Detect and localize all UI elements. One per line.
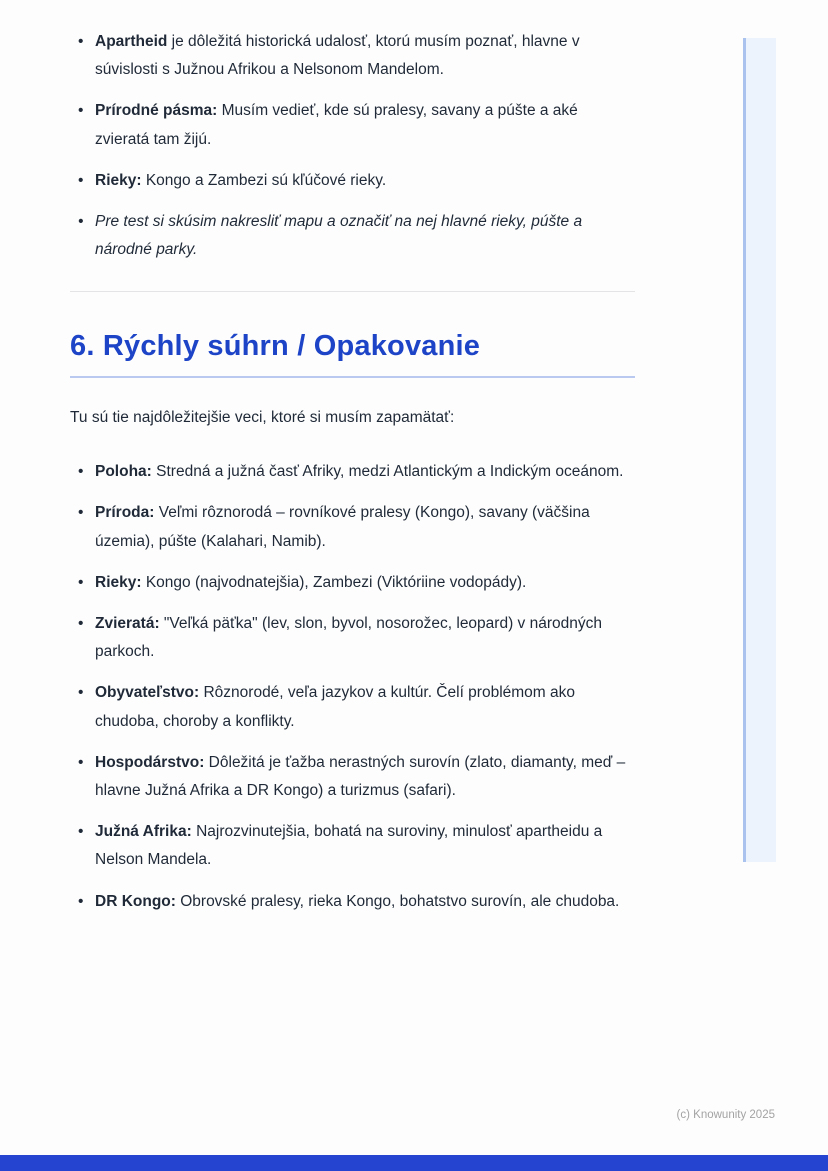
list-item-lead: Poloha: (95, 463, 152, 481)
list-item (95, 499, 635, 555)
summary-list (70, 458, 635, 916)
list-item (95, 208, 635, 264)
list-item-lead: Rieky: (95, 573, 142, 591)
section-divider (70, 291, 635, 292)
list-item (95, 569, 635, 597)
list-item-text: Obrovské pralesy, rieka Kongo, bohatstvo surovín, ale chudoba. (175, 892, 620, 910)
list-item-text: Rôznorodé, veľa jazykov a kultúr. Čelí problémom ako chudoba, choroby a konflikty. (95, 684, 576, 730)
list-item (95, 167, 635, 195)
list-item-text: Musím vedieť, kde sú pralesy, savany a púšte a aké zvieratá tam žijú. (95, 102, 578, 148)
list-item (95, 749, 635, 805)
notes-list-previous-section (70, 28, 635, 264)
list-item-lead: Južná Afrika: (95, 823, 192, 841)
list-item-lead: Hospodárstvo: (95, 753, 205, 771)
list-item (95, 97, 635, 153)
list-item-lead: Apartheid (95, 33, 168, 50)
list-item-text: Kongo (najvodnatejšia), Zambezi (Viktóriine vodopády). (141, 573, 527, 591)
page-content (70, 28, 635, 929)
list-item-text: "Veľká päťka" (lev, slon, byvol, nosorožec, leopard) v národných parkoch. (95, 615, 602, 661)
list-item (95, 679, 635, 735)
list-item-text: Dôležitá je ťažba nerastných surovín (zlato, diamanty, meď – hlavne Južná Afrika a DR Kongo) a turizmus (safari). (95, 753, 626, 800)
list-item-lead: Zvieratá: (95, 615, 160, 633)
list-item-lead: Príroda: (95, 504, 155, 522)
bottom-accent-bar (0, 1155, 828, 1171)
list-item-text: Pre test si skúsim nakresliť mapu a označiť na nej hlavné rieky, púšte a národné parky. (95, 213, 583, 259)
list-item-lead: DR Kongo: (95, 892, 176, 910)
intro-paragraph: Tu sú tie najdôležitejšie veci, ktoré si musím zapamätať: (70, 409, 455, 427)
list-item (95, 818, 635, 874)
list-item-text: Stredná a južná časť Afriky, medzi Atlantickým a Indickým oceánom. (151, 463, 624, 481)
list-item (95, 610, 635, 666)
right-edge-strip (743, 38, 776, 862)
list-item-text: Najrozvinutejšia, bohatá na suroviny, minulosť apartheidu a Nelson Mandela. (95, 823, 603, 869)
list-item-text: Veľmi rôznorodá – rovníkové pralesy (Kongo), savany (väčšina územia), púšte (Kalahari, Namib). (95, 504, 590, 550)
list-item-text: Kongo a Zambezi sú kľúčové rieky. (141, 171, 387, 189)
list-item-text: je dôležitá historická udalosť, ktorú musím poznať, hlavne v súvislosti s Južnou Afrikou a Nelsonom Mandelom. (95, 33, 580, 79)
list-item (95, 28, 635, 84)
list-item (95, 888, 635, 916)
list-item-lead: Obyvateľstvo: (95, 684, 200, 702)
footer-credit: (c) Knowunity 2025 (676, 1109, 775, 1121)
list-item-lead: Prírodné pásma: (95, 102, 218, 120)
list-item-lead: Rieky: (95, 171, 142, 189)
list-item (95, 458, 635, 486)
section-heading: 6. Rýchly súhrn / Opakovanie (70, 330, 635, 378)
